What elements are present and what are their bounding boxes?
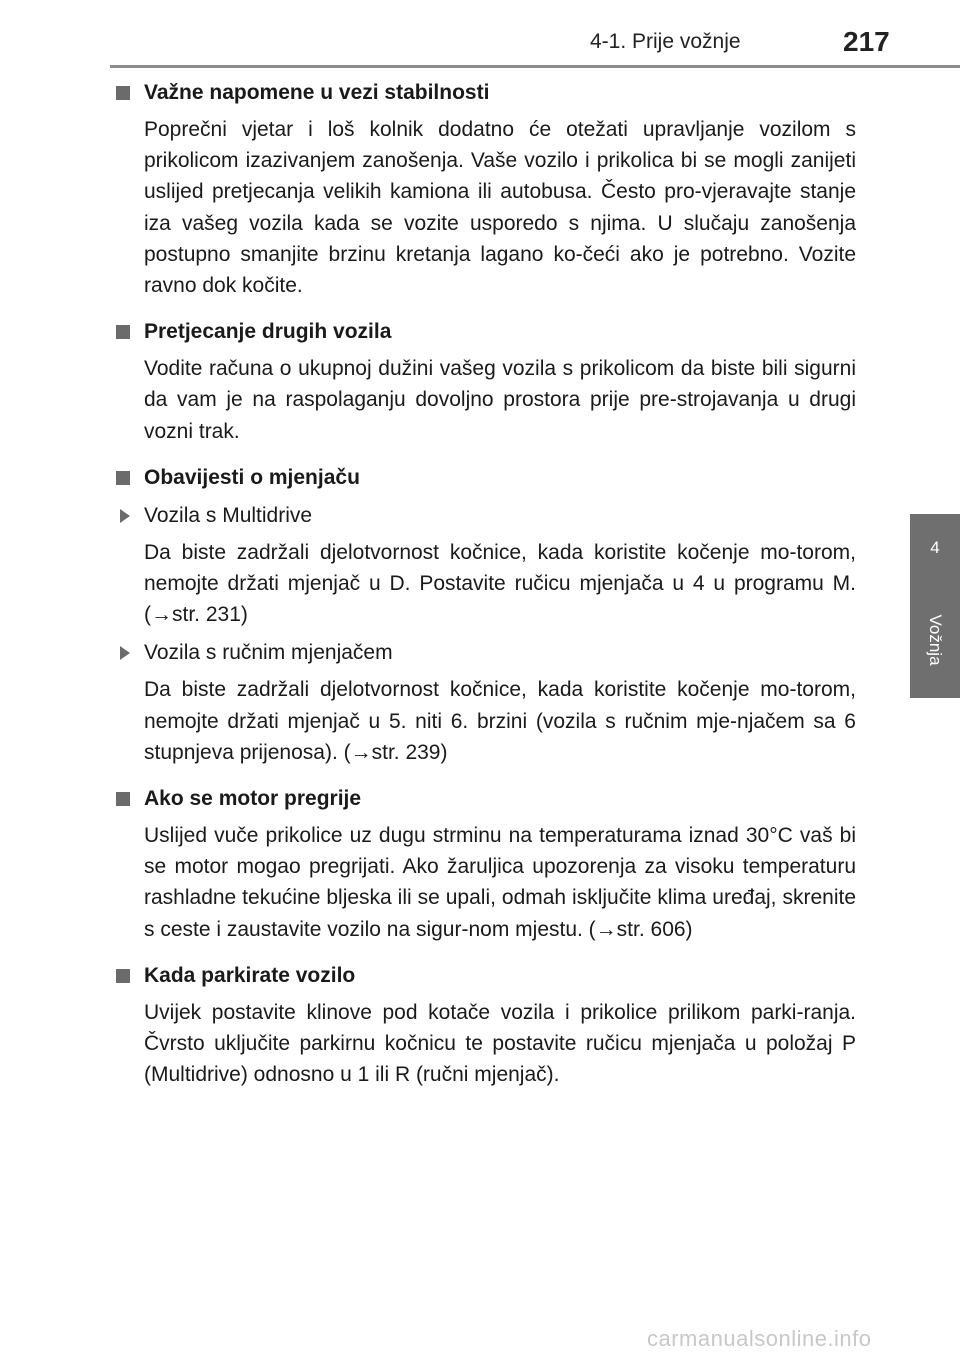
square-bullet-icon [116, 969, 130, 983]
section-paragraph: Uvijek postavite klinove pod kotače vozila i prikolice prilikom parki-ranja. Čvrsto uključite parkirnu kočnicu te postavite ručicu mjenjača u položaj P (Multidrive) odnosno u 1 ili R (ručni mjenjač). [144, 1000, 856, 1087]
square-bullet-icon [116, 471, 130, 485]
triangle-bullet-icon [120, 646, 130, 660]
triangle-bullet-icon [120, 509, 130, 523]
section-heading: Pretjecanje drugih vozila [144, 320, 392, 344]
section-overheating [116, 782, 856, 945]
watermark: carmanualsonline.info [647, 1326, 872, 1351]
page-content [116, 76, 856, 1090]
header-section-title: 4-1. Prije vožnje [590, 30, 741, 53]
sub-item-title: Vozila s ručnim mjenjačem [144, 641, 393, 665]
sub-item-title: Vozila s Multidrive [144, 503, 313, 527]
page-number: 217 [843, 26, 890, 57]
section-heading: Obavijesti o mjenjaču [144, 465, 360, 489]
section-paragraph: Poprečni vjetar i loš kolnik dodatno će otežati upravljanje vozilom s prikolicom izazivanjem zanošenja. Vaše vozilo i prikolica bi se mogli zanijeti uslijed pretjecanja velikih kamiona ili autobusa. Često pro-vjeravajte stanje iza vašeg vozila kada se vozite usporedo s njima. U slučaju zanošenja postupno smanjite brzinu kretanja lagano ko-čeći ako je potrebno. Vozite ravno dok kočite. [144, 118, 856, 298]
section-heading: Važne napomene u vezi stabilnosti [144, 81, 490, 104]
sub-item-paragraph: Da biste zadržali djelotvornost kočnice, kada koristite kočenje mo-torom, nemojte držati mjenjač u 5. niti 6. brzini (vozila s ručnim mje-njačem sa 6 stupnjeva prijenosa). (→str. 239) [144, 678, 856, 764]
section-heading: Kada parkirate vozilo [144, 963, 356, 987]
section-overtaking [116, 315, 856, 447]
square-bullet-icon [116, 792, 130, 806]
chapter-tab-label: Vožnja [926, 614, 945, 666]
section-paragraph: Uslijed vuče prikolice uz dugu strminu na temperaturama iznad 30°C vaš bi se motor mogao pregrijati. Ako žaruljica upozorenja za visoku temperaturu rashladne tekućine bljeska ili se upali, odmah isključite klima uređaj, skrenite s ceste i zaustavite vozilo na sigur-nom mjestu. (→str. 606) [144, 824, 856, 941]
section-parking [116, 959, 856, 1091]
section-transmission [116, 461, 856, 768]
section-heading: Ako se motor pregrije [144, 787, 362, 811]
chapter-tab-number: 4 [930, 538, 940, 557]
sub-item-paragraph: Da biste zadržali djelotvornost kočnice, kada koristite kočenje mo-torom, nemojte držati mjenjač u D. Postavite ručicu mjenjača u 4 u programu M. (→str. 231) [144, 540, 856, 627]
square-bullet-icon [116, 325, 130, 339]
header-rule [110, 65, 960, 68]
section-paragraph: Vodite računa o ukupnoj dužini vašeg vozila s prikolicom da biste bili sigurni da vam je na raspolaganju dovoljno prostora prije pre-strojavanja u drugi vozni trak. [144, 357, 856, 443]
section-stability [116, 76, 856, 301]
square-bullet-icon [116, 86, 130, 100]
